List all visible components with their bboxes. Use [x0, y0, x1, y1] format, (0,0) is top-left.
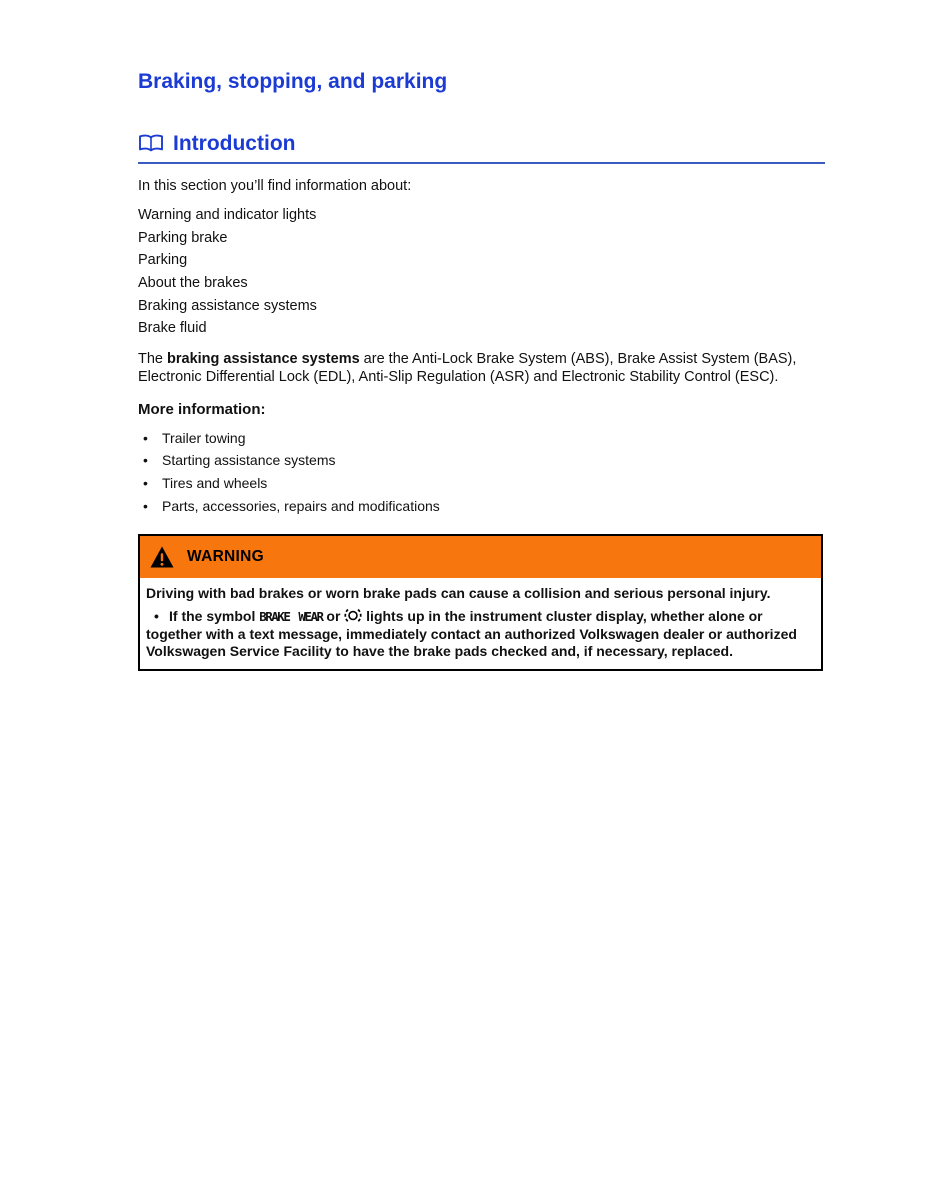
bullet-icon: • — [154, 608, 159, 625]
section-heading — [138, 132, 825, 164]
more-info-item: • Trailer towing — [138, 427, 825, 450]
more-info-item: • Tires and wheels — [138, 472, 825, 495]
topic-item: Brake fluid — [138, 320, 207, 337]
brake-wear-cluster-text: BRAKE WEAR — [259, 609, 323, 625]
topic-item: Warning and indicator lights — [138, 207, 317, 224]
open-book-icon — [138, 134, 164, 153]
section-heading-label: Introduction — [173, 132, 296, 156]
warning-bullet-paragraph — [146, 608, 812, 660]
more-info-list — [138, 427, 825, 517]
warning-bullet-text: If the symbol — [169, 608, 260, 625]
topic-item: Parking brake — [138, 229, 228, 246]
topic-list — [138, 204, 825, 340]
warning-triangle-icon — [150, 546, 174, 568]
warning-bullet-text: or — [322, 608, 345, 625]
section-intro: In this section you’ll find information about: — [138, 178, 412, 195]
more-info-item: • Starting assistance systems — [138, 449, 825, 472]
brake-pad-wear-icon — [344, 608, 362, 623]
warning-bullet-text: lights up in the instrument cluster display, whether alone or together with a text message, immediately contact an authorized Volkswagen dealer or authorized Volkswagen Service Facility to have the brake pads checked and, if necessary, replaced. — [146, 608, 797, 660]
more-info-item: • Parts, accessories, repairs and modifications — [138, 495, 825, 518]
body-text: are the Anti-Lock Brake System (ABS), Brake Assist System (BAS), Electronic Differential Lock (EDL), Anti-Slip Regulation (ASR) and Electronic Stability Control (ESC). — [138, 350, 797, 385]
page-title: Braking, stopping, and parking — [138, 70, 448, 93]
body-bold-text: braking assistance systems — [167, 350, 360, 367]
page-content — [138, 0, 825, 671]
warning-header — [140, 536, 821, 578]
topic-item: Braking assistance systems — [138, 297, 317, 314]
warning-body — [140, 578, 821, 669]
warning-box — [138, 534, 823, 671]
more-info-heading: More information: — [138, 400, 266, 418]
warning-lead-text: Driving with bad brakes or worn brake pads can cause a collision and serious personal injury. — [146, 585, 771, 602]
body-text: The — [138, 350, 168, 367]
topic-item: About the brakes — [138, 275, 248, 292]
topic-item: Parking — [138, 252, 188, 269]
body-paragraph — [138, 350, 825, 386]
warning-label: WARNING — [187, 548, 265, 566]
